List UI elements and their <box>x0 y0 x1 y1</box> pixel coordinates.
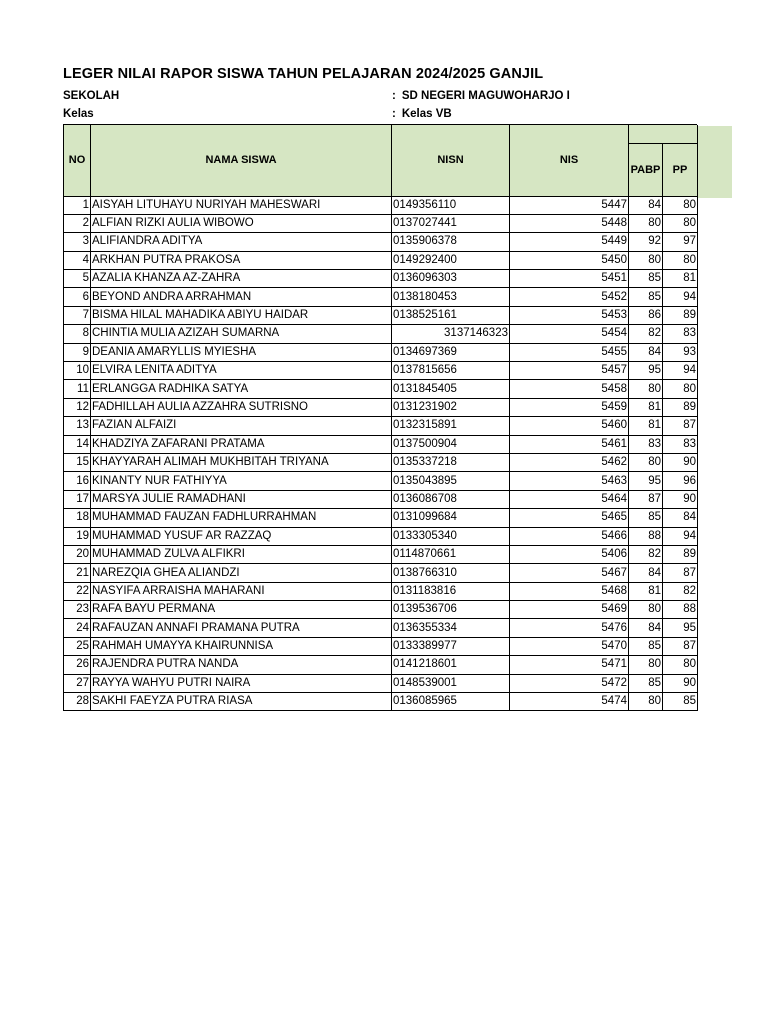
cell-pabp: 87 <box>629 490 663 508</box>
cell-pp: 89 <box>663 398 698 416</box>
cell-pabp: 85 <box>629 288 663 306</box>
cell-nis: 5464 <box>510 490 629 508</box>
cell-nisn: 0149356110 <box>392 196 510 214</box>
cell-pp: 89 <box>663 545 698 563</box>
cell-nis: 5452 <box>510 288 629 306</box>
table-row <box>64 306 698 324</box>
cell-pabp: 85 <box>629 270 663 288</box>
cell-no: 23 <box>64 601 91 619</box>
cell-no: 3 <box>64 233 91 251</box>
cell-no: 1 <box>64 196 91 214</box>
cell-pabp: 85 <box>629 674 663 692</box>
cell-nama: FAZIAN ALFAIZI <box>91 417 392 435</box>
cell-nama: BEYOND ANDRA ARRAHMAN <box>91 288 392 306</box>
cell-nis: 5472 <box>510 674 629 692</box>
cell-nis: 5457 <box>510 362 629 380</box>
cell-pabp: 80 <box>629 693 663 711</box>
table-row <box>64 233 698 251</box>
table-row <box>64 251 698 269</box>
table-row <box>64 693 698 711</box>
cell-pp: 83 <box>663 435 698 453</box>
cell-nis: 5467 <box>510 564 629 582</box>
table-body <box>64 196 698 711</box>
cell-no: 6 <box>64 288 91 306</box>
cell-pp: 90 <box>663 453 698 471</box>
cell-nisn: 0138180453 <box>392 288 510 306</box>
cell-nama: MUHAMMAD ZULVA ALFIKRI <box>91 545 392 563</box>
cell-no: 10 <box>64 362 91 380</box>
cell-nama: ARKHAN PUTRA PRAKOSA <box>91 251 392 269</box>
colon: : <box>392 90 396 102</box>
cell-nisn: 0135906378 <box>392 233 510 251</box>
cell-nisn: 0141218601 <box>392 656 510 674</box>
cell-no: 26 <box>64 656 91 674</box>
cell-pabp: 84 <box>629 343 663 361</box>
cell-no: 8 <box>64 325 91 343</box>
cell-no: 4 <box>64 251 91 269</box>
kelas-value-wrap <box>392 108 452 120</box>
colon: : <box>392 108 396 120</box>
table-row <box>64 417 698 435</box>
cell-pp: 94 <box>663 527 698 545</box>
cell-nis: 5406 <box>510 545 629 563</box>
cell-pp: 93 <box>663 343 698 361</box>
table-row <box>64 343 698 361</box>
table-row <box>64 472 698 490</box>
cell-pabp: 81 <box>629 582 663 600</box>
table-row <box>64 398 698 416</box>
cell-nama: FADHILLAH AULIA AZZAHRA SUTRISNO <box>91 398 392 416</box>
cell-nisn: 0137027441 <box>392 214 510 232</box>
cell-pp: 80 <box>663 196 698 214</box>
cell-nis: 5461 <box>510 435 629 453</box>
cell-pp: 80 <box>663 380 698 398</box>
table-row <box>64 435 698 453</box>
table-row <box>64 325 698 343</box>
cell-pabp: 84 <box>629 196 663 214</box>
cell-nisn: 0131845405 <box>392 380 510 398</box>
table-row <box>64 564 698 582</box>
cell-nisn: 0133305340 <box>392 527 510 545</box>
cell-nis: 5447 <box>510 196 629 214</box>
cell-pp: 90 <box>663 674 698 692</box>
cell-nis: 5465 <box>510 509 629 527</box>
cell-nama: RAHMAH UMAYYA KHAIRUNNISA <box>91 637 392 655</box>
cell-nis: 5453 <box>510 306 629 324</box>
cell-no: 18 <box>64 509 91 527</box>
cell-pp: 80 <box>663 214 698 232</box>
col-header-pabp: PABP <box>629 143 663 196</box>
col-header-no: NO <box>64 125 91 197</box>
cell-nama: KHAYYARAH ALIMAH MUKHBITAH TRIYANA <box>91 453 392 471</box>
cell-no: 12 <box>64 398 91 416</box>
cell-pp: 87 <box>663 564 698 582</box>
cell-pp: 95 <box>663 619 698 637</box>
sekolah-value-wrap <box>392 90 570 102</box>
table-row <box>64 582 698 600</box>
table-row <box>64 196 698 214</box>
cell-nisn: 0137500904 <box>392 435 510 453</box>
cell-nis: 5451 <box>510 270 629 288</box>
cell-no: 24 <box>64 619 91 637</box>
table-row <box>64 453 698 471</box>
cell-nama: AZALIA KHANZA AZ-ZAHRA <box>91 270 392 288</box>
cell-nisn: 0132315891 <box>392 417 510 435</box>
cell-nis: 5468 <box>510 582 629 600</box>
kelas-value: Kelas VB <box>401 108 452 120</box>
cell-nisn: 0137815656 <box>392 362 510 380</box>
cell-nis: 5474 <box>510 693 629 711</box>
cell-nisn: 0136096303 <box>392 270 510 288</box>
cell-nis: 5463 <box>510 472 629 490</box>
cell-no: 5 <box>64 270 91 288</box>
cell-pabp: 80 <box>629 656 663 674</box>
table-row <box>64 674 698 692</box>
cell-nama: RAYYA WAHYU PUTRI NAIRA <box>91 674 392 692</box>
cell-nis: 5458 <box>510 380 629 398</box>
cell-no: 13 <box>64 417 91 435</box>
table-row <box>64 656 698 674</box>
col-header-nis: NIS <box>510 125 629 197</box>
sekolah-label: SEKOLAH <box>63 90 120 102</box>
cell-nis: 5466 <box>510 527 629 545</box>
cell-nis: 5471 <box>510 656 629 674</box>
cell-pp: 84 <box>663 509 698 527</box>
cell-nama: AISYAH LITUHAYU NURIYAH MAHESWARI <box>91 196 392 214</box>
cell-nisn: 0135337218 <box>392 453 510 471</box>
cell-nis: 5449 <box>510 233 629 251</box>
cell-nis: 5470 <box>510 637 629 655</box>
cell-pp: 89 <box>663 306 698 324</box>
table-row <box>64 270 698 288</box>
cell-nama: SAKHI FAEYZA PUTRA RIASA <box>91 693 392 711</box>
cell-nis: 5459 <box>510 398 629 416</box>
cell-nis: 5469 <box>510 601 629 619</box>
cell-no: 25 <box>64 637 91 655</box>
table-row <box>64 509 698 527</box>
cell-nis: 5476 <box>510 619 629 637</box>
cell-no: 27 <box>64 674 91 692</box>
cell-nama: RAJENDRA PUTRA NANDA <box>91 656 392 674</box>
cell-nis: 5450 <box>510 251 629 269</box>
cell-no: 9 <box>64 343 91 361</box>
col-header-group <box>629 125 698 144</box>
cell-no: 19 <box>64 527 91 545</box>
cell-pabp: 80 <box>629 214 663 232</box>
cell-nisn: 0149292400 <box>392 251 510 269</box>
cell-pp: 80 <box>663 656 698 674</box>
table-row <box>64 637 698 655</box>
table-row <box>64 380 698 398</box>
cell-nama: RAFAUZAN ANNAFI PRAMANA PUTRA <box>91 619 392 637</box>
cell-nama: RAFA BAYU PERMANA <box>91 601 392 619</box>
cell-no: 21 <box>64 564 91 582</box>
cell-no: 16 <box>64 472 91 490</box>
cell-pabp: 82 <box>629 545 663 563</box>
cell-no: 17 <box>64 490 91 508</box>
cell-pp: 87 <box>663 417 698 435</box>
cell-nama: DEANIA AMARYLLIS MYIESHA <box>91 343 392 361</box>
cell-pp: 90 <box>663 490 698 508</box>
cell-no: 15 <box>64 453 91 471</box>
cell-nisn: 0133389977 <box>392 637 510 655</box>
col-header-nama: NAMA SISWA <box>91 125 392 197</box>
cell-pabp: 80 <box>629 601 663 619</box>
cell-pabp: 80 <box>629 380 663 398</box>
cell-no: 7 <box>64 306 91 324</box>
cell-no: 20 <box>64 545 91 563</box>
cell-nama: NASYIFA ARRAISHA MAHARANI <box>91 582 392 600</box>
cell-pabp: 81 <box>629 417 663 435</box>
cell-nama: MUHAMMAD YUSUF AR RAZZAQ <box>91 527 392 545</box>
cell-nisn: 0136085965 <box>392 693 510 711</box>
header-extension <box>697 126 732 198</box>
cell-pabp: 88 <box>629 527 663 545</box>
cell-pabp: 95 <box>629 472 663 490</box>
cell-nisn: 0138525161 <box>392 306 510 324</box>
cell-pp: 94 <box>663 288 698 306</box>
cell-pabp: 85 <box>629 637 663 655</box>
col-header-nisn: NISN <box>392 125 510 197</box>
cell-nama: ALFIAN RIZKI AULIA WIBOWO <box>91 214 392 232</box>
cell-nis: 5460 <box>510 417 629 435</box>
cell-nisn: 0135043895 <box>392 472 510 490</box>
cell-nisn: 0139536706 <box>392 601 510 619</box>
cell-no: 22 <box>64 582 91 600</box>
cell-pp: 87 <box>663 637 698 655</box>
cell-nama: ELVIRA LENITA ADITYA <box>91 362 392 380</box>
cell-pabp: 84 <box>629 619 663 637</box>
table-row <box>64 214 698 232</box>
cell-pp: 80 <box>663 251 698 269</box>
cell-pp: 83 <box>663 325 698 343</box>
table-row <box>64 619 698 637</box>
cell-nisn: 0131099684 <box>392 509 510 527</box>
cell-pp: 97 <box>663 233 698 251</box>
col-header-pp: PP <box>663 143 698 196</box>
cell-nama: ERLANGGA RADHIKA SATYA <box>91 380 392 398</box>
cell-pabp: 86 <box>629 306 663 324</box>
cell-nama: KHADZIYA ZAFARANI PRATAMA <box>91 435 392 453</box>
cell-pabp: 92 <box>629 233 663 251</box>
cell-pabp: 80 <box>629 453 663 471</box>
cell-pp: 94 <box>663 362 698 380</box>
cell-no: 14 <box>64 435 91 453</box>
table-row <box>64 527 698 545</box>
cell-nama: BISMA HILAL MAHADIKA ABIYU HAIDAR <box>91 306 392 324</box>
cell-pp: 82 <box>663 582 698 600</box>
cell-pp: 85 <box>663 693 698 711</box>
cell-pabp: 85 <box>629 509 663 527</box>
cell-pabp: 82 <box>629 325 663 343</box>
cell-pp: 81 <box>663 270 698 288</box>
cell-nis: 5462 <box>510 453 629 471</box>
cell-pp: 88 <box>663 601 698 619</box>
cell-pabp: 81 <box>629 398 663 416</box>
cell-nisn: 0136086708 <box>392 490 510 508</box>
cell-no: 11 <box>64 380 91 398</box>
cell-pabp: 83 <box>629 435 663 453</box>
cell-nama: MARSYA JULIE RAMADHANI <box>91 490 392 508</box>
cell-pp: 96 <box>663 472 698 490</box>
cell-nisn: 0138766310 <box>392 564 510 582</box>
table-row <box>64 601 698 619</box>
cell-nis: 5448 <box>510 214 629 232</box>
cell-nisn: 3137146323 <box>392 325 510 343</box>
cell-nama: CHINTIA MULIA AZIZAH SUMARNA <box>91 325 392 343</box>
cell-pabp: 95 <box>629 362 663 380</box>
cell-nis: 5454 <box>510 325 629 343</box>
grade-table <box>63 124 698 711</box>
cell-no: 2 <box>64 214 91 232</box>
table-row <box>64 490 698 508</box>
cell-nama: NAREZQIA GHEA ALIANDZI <box>91 564 392 582</box>
cell-nis: 5455 <box>510 343 629 361</box>
cell-no: 28 <box>64 693 91 711</box>
cell-nisn: 0131231902 <box>392 398 510 416</box>
cell-nama: KINANTY NUR FATHIYYA <box>91 472 392 490</box>
cell-nisn: 0148539001 <box>392 674 510 692</box>
kelas-label: Kelas <box>63 108 94 120</box>
page-title: LEGER NILAI RAPOR SISWA TAHUN PELAJARAN 2024/2025 GANJIL <box>63 66 544 82</box>
cell-nisn: 0131183816 <box>392 582 510 600</box>
cell-nisn: 0136355334 <box>392 619 510 637</box>
table-row <box>64 545 698 563</box>
table-row <box>64 288 698 306</box>
cell-nama: MUHAMMAD FAUZAN FADHLURRAHMAN <box>91 509 392 527</box>
cell-nama: ALIFIANDRA ADITYA <box>91 233 392 251</box>
cell-pabp: 84 <box>629 564 663 582</box>
cell-nisn: 0134697369 <box>392 343 510 361</box>
cell-pabp: 80 <box>629 251 663 269</box>
sekolah-value: SD NEGERI MAGUWOHARJO I <box>401 90 570 102</box>
cell-nisn: 0114870661 <box>392 545 510 563</box>
table-row <box>64 362 698 380</box>
